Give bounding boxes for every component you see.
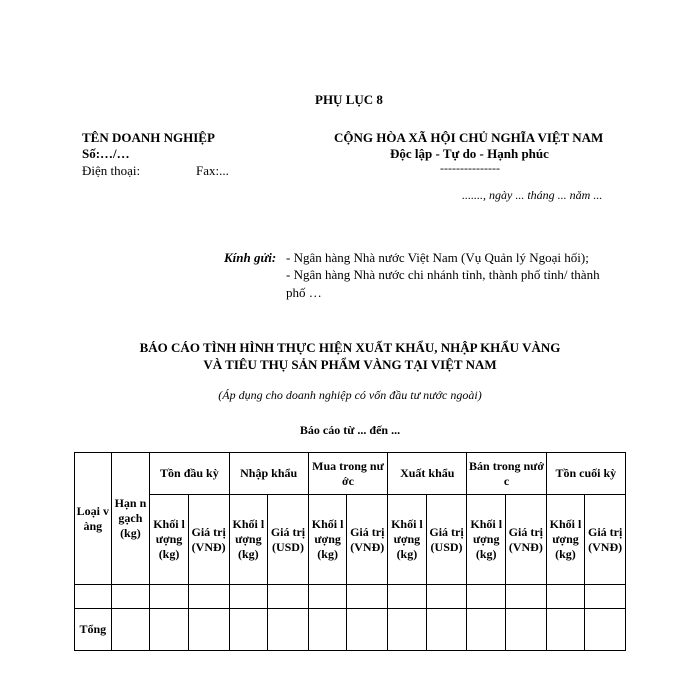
sub-weight: Khối lượng (kg) xyxy=(467,495,506,585)
table-cell xyxy=(585,609,626,651)
report-title-line-2: VÀ TIÊU THỤ SẢN PHẨM VÀNG TẠI VIỆT NAM xyxy=(203,357,497,372)
nation-title: CỘNG HÒA XÃ HỘI CHỦ NGHĨA VIỆT NAM xyxy=(334,130,604,145)
table-cell xyxy=(188,609,229,651)
group-opening-stock: Tồn đầu kỳ xyxy=(150,453,229,495)
table-cell xyxy=(467,585,506,609)
table-cell xyxy=(229,585,268,609)
date-line: ......., ngày ... tháng ... năm ... xyxy=(462,188,603,202)
company-name: TÊN DOANH NGHIỆP xyxy=(82,130,215,145)
recipient-line-1: - Ngân hàng Nhà nước Việt Nam (Vụ Quản lý Ngoại hối); xyxy=(286,250,589,265)
table-cell xyxy=(467,609,506,651)
sub-weight: Khối lượng (kg) xyxy=(546,495,585,585)
table-cell xyxy=(506,585,547,609)
table-cell xyxy=(546,585,585,609)
table-cell xyxy=(308,585,347,609)
sub-value-usd: Giá trị (USD) xyxy=(268,495,309,585)
report-scope: (Áp dụng cho doanh nghiệp có vốn đầu tư nước ngoài) xyxy=(218,388,482,402)
table-header-row-2 xyxy=(75,495,626,585)
group-closing-stock: Tồn cuối kỳ xyxy=(546,453,625,495)
table-cell xyxy=(585,585,626,609)
sub-weight: Khối lượng (kg) xyxy=(308,495,347,585)
table-cell xyxy=(506,609,547,651)
table-cell xyxy=(308,609,347,651)
table-cell xyxy=(229,609,268,651)
appendix-title: PHỤ LỤC 8 xyxy=(315,92,383,107)
motto-divider: --------------- xyxy=(440,161,500,175)
table-cell xyxy=(75,585,112,609)
table-cell xyxy=(426,585,467,609)
group-import: Nhập khẩu xyxy=(229,453,308,495)
phone-label: Điện thoại: xyxy=(82,163,141,178)
recipient-label: Kính gửi: xyxy=(224,250,277,265)
sub-value-usd: Giá trị (USD) xyxy=(426,495,467,585)
table-cell xyxy=(268,585,309,609)
sub-value-vnd: Giá trị (VNĐ) xyxy=(506,495,547,585)
sub-weight: Khối lượng (kg) xyxy=(229,495,268,585)
table-cell xyxy=(546,609,585,651)
sub-weight: Khối lượng (kg) xyxy=(150,495,189,585)
document-number: Số:…/… xyxy=(82,146,130,161)
table-cell xyxy=(188,585,229,609)
table-cell xyxy=(388,609,427,651)
sub-weight: Khối lượng (kg) xyxy=(388,495,427,585)
nation-motto: Độc lập - Tự do - Hạnh phúc xyxy=(390,146,549,161)
table-cell xyxy=(150,609,189,651)
table-cell xyxy=(268,609,309,651)
sub-value-vnd: Giá trị (VNĐ) xyxy=(188,495,229,585)
table-cell xyxy=(150,585,189,609)
sub-value-vnd: Giá trị (VNĐ) xyxy=(347,495,388,585)
report-period: Báo cáo từ ... đến ... xyxy=(299,423,401,437)
group-export: Xuất khẩu xyxy=(388,453,467,495)
col-quota: Hạn ngạch (kg) xyxy=(111,453,150,585)
recipient-line-2: - Ngân hàng Nhà nước chi nhánh tỉnh, thành phố tỉnh/ thành xyxy=(286,267,600,282)
fax-label: Fax:... xyxy=(196,163,229,178)
table-cell xyxy=(111,585,150,609)
table-row xyxy=(75,585,626,609)
table-cell xyxy=(347,585,388,609)
table-cell xyxy=(426,609,467,651)
table-cell xyxy=(111,609,150,651)
report-title-line-1: BÁO CÁO TÌNH HÌNH THỰC HIỆN XUẤT KHẨU, NHẬP KHẨU VÀNG xyxy=(139,340,561,355)
table-cell xyxy=(347,609,388,651)
col-gold-type: Loại vàng xyxy=(75,453,112,585)
report-table xyxy=(74,452,626,651)
recipient-line-3: phố … xyxy=(286,285,322,300)
sub-value-vnd: Giá trị (VNĐ) xyxy=(585,495,626,585)
total-label: Tổng xyxy=(75,609,112,651)
table-header-row-1 xyxy=(75,453,626,495)
group-domestic-sale: Bán trong nước xyxy=(467,453,546,495)
group-domestic-purchase: Mua trong nước xyxy=(308,453,387,495)
table-total-row xyxy=(75,609,626,651)
table-cell xyxy=(388,585,427,609)
